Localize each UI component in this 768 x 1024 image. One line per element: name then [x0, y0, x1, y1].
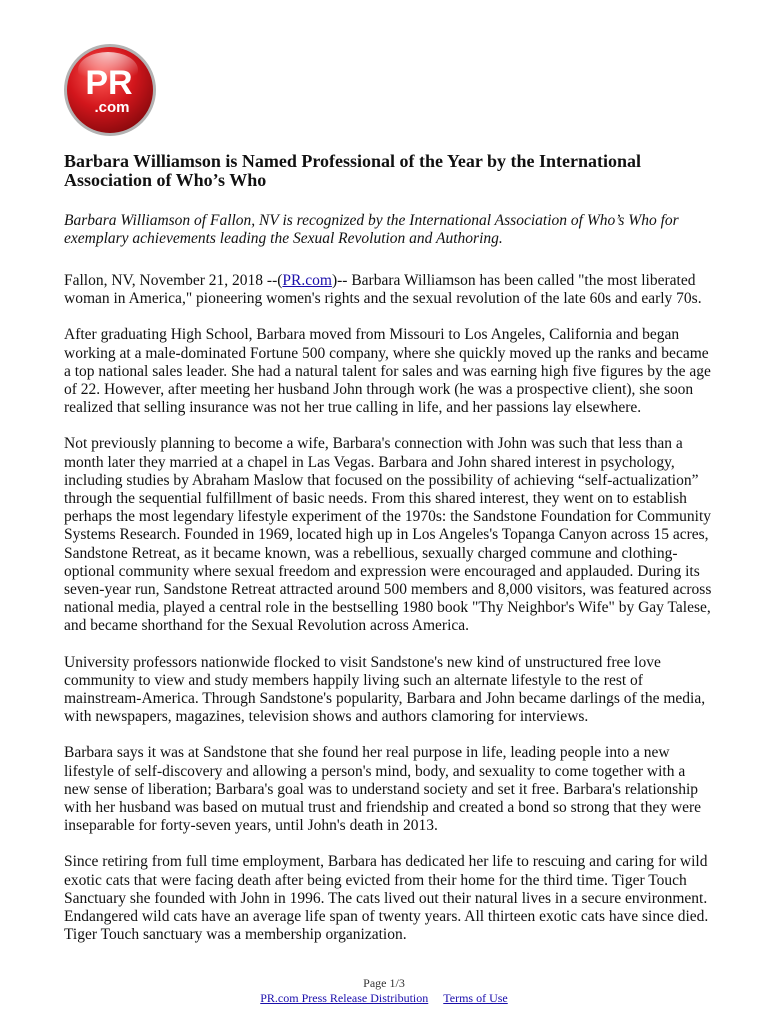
- page-number: Page 1/3: [363, 976, 405, 990]
- pr-logo-icon: [62, 42, 158, 138]
- dateline-paragraph: [64, 272, 712, 308]
- logo-text-pr: PR: [85, 64, 133, 102]
- dateline-prefix: Fallon, NV, November 21, 2018 --(: [64, 272, 283, 289]
- logo-text-com: .com: [94, 99, 130, 116]
- footer-links: [0, 991, 768, 1006]
- paragraph-4: Barbara says it was at Sandstone that she found her real purpose in life, leading people into a new lifestyle of self-discovery and allowing a person's mind, body, and sexuality to come together with a new sense of liberation; Barbara's goal was to understand society and set it free. Barbara's relationship with her husband was based on mutual trust and friendship and created a bond so strong that they were inseparable for forty-seven years, until John's death in 2013.: [64, 744, 702, 835]
- summary: Barbara Williamson of Fallon, NV is recognized by the International Association of Who’s Who for exemplary achievements leading the Sexual Revolution and Authoring.: [64, 212, 679, 247]
- page-footer: [0, 976, 768, 1006]
- press-release-distribution-link[interactable]: PR.com Press Release Distribution: [260, 991, 429, 1005]
- paragraph-3: University professors nationwide flocked to visit Sandstone's new kind of unstructured free love community to view and study members happily living such an alternate lifestyle to the rest of mainstream-America. Through Sandstone's popularity, Barbara and John became darlings of the media, with newspapers, magazines, television shows and authors clamoring for interviews.: [64, 653, 706, 726]
- paragraph-5: Since retiring from full time employment, Barbara has dedicated her life to rescuing and caring for wild exotic cats that were facing death after being evicted from their home for the third time. Tiger Touch Sanctuary she founded with John in 1996. The cats lived out their natural lives in a secure environment. Endangered wild cats have an average life span of twenty years. All thirteen exotic cats have since died. Tiger Touch sanctuary was a membership organization.: [64, 853, 709, 944]
- headline: Barbara Williamson is Named Professional of the Year by the International Association of Who’s Who: [64, 151, 642, 190]
- paragraph-2: Not previously planning to become a wife, Barbara's connection with John was such that less than a month later they married at a chapel in Las Vegas. Barbara and John shared interest in psychology, including studies by Abraham Maslow that focused on the possibility of achieving “self-actualization” through the sequential fulfillment of basic needs. From this shared interest, they went on to establish perhaps the most legendary lifestyle experiment of the 1970s: the Sandstone Foundation for Community Systems Research. Founded in 1969, located high up in Los Angeles's Topanga Canyon across 15 acres, Sandstone Retreat, as it became known, was a rebellious, sexually charged commune and clothing-optional community where sexual freedom and expression were encouraged and applauded. During its seven-year run, Sandstone Retreat attracted around 500 members and 8,000 visitors, was featured across national media, played a central role in the bestselling 1980 book "Thy Neighbor's Wife" by Gay Talese, and became shorthand for the Sexual Revolution across America.: [64, 435, 712, 635]
- pr-logo: [62, 42, 158, 138]
- dateline-suffix: )-- Barbara Williamson has been called "the most liberated woman in America," pioneering women's rights and the sexual revolution of the late 60s and early 70s.: [64, 272, 702, 308]
- article-body: [64, 272, 712, 963]
- pr-com-link[interactable]: PR.com: [282, 272, 332, 289]
- paragraph-1: After graduating High School, Barbara moved from Missouri to Los Angeles, California and began working at a male-dominated Fortune 500 company, where she quickly moved up the ranks and became a top national sales leader. She had a natural talent for sales and was earning high five figures by the age of 22. However, after meeting her husband John through work (he was a prospective client), she soon realized that selling insurance was not her true calling in life, and her passions lay elsewhere.: [64, 326, 711, 417]
- terms-of-use-link[interactable]: Terms of Use: [443, 991, 508, 1005]
